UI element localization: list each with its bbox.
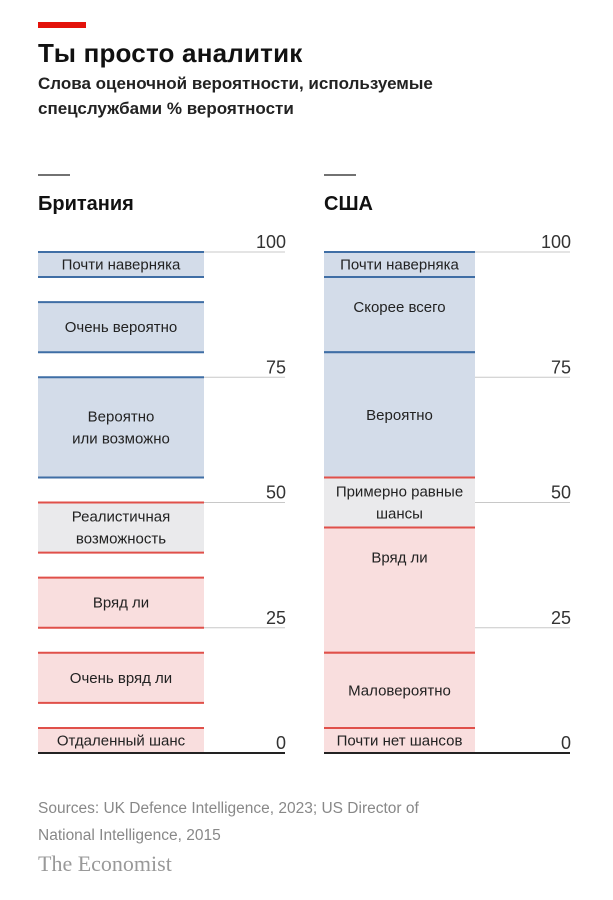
band-uk-2 [38,377,204,477]
band-label-us-3: Примерно равные [335,483,464,501]
band-us-4 [324,528,475,653]
band-label-uk-3: возможность [75,530,167,548]
chart-title: Ты просто аналитик [38,38,303,68]
band-label-uk-2: Вероятно [87,408,155,426]
band-label-uk-1: Очень вероятно [64,319,178,337]
band-label-us-4: Вряд ли [371,549,428,567]
band-label-uk-4: Вряд ли [92,594,150,612]
tick-label-us-0: 0 [560,733,571,753]
brand-logo: The Economist [38,851,172,876]
tick-label-uk-75: 75 [265,357,286,378]
tick-label-us-75: 75 [550,357,571,378]
tick-label-uk-25: 25 [265,607,286,628]
tick-label-us-25: 25 [550,607,571,628]
tick-label-us-50: 50 [550,482,571,503]
band-label-us-2: Вероятно [366,406,433,424]
source-note: Sources: UK Defence Intelligence, 2023; US Director of National Intelligence, 2015 [38,800,419,844]
band-label-us-6: Почти нет шансов [336,732,463,750]
tick-label-us-100: 100 [540,232,571,252]
band-label-uk-3: Реалистичная [71,508,171,526]
chart-subtitle: Слова оценочной вероятности, используемые спецслужбами % вероятности [38,74,433,118]
band-label-uk-2: или возможно [72,430,170,448]
tick-label-uk-50: 50 [265,482,286,503]
band-label-uk-5: Очень вряд ли [69,669,173,687]
band-label-us-0: Почти наверняка [340,256,459,274]
panel-title-us: США [324,193,373,215]
panel-title-uk: Британия [38,193,134,215]
band-label-uk-6: Отдаленный шанс [56,732,186,750]
tick-label-uk-0: 0 [275,733,286,753]
band-label-us-5: Маловероятно [348,682,451,700]
band-label-us-3: шансы [376,505,423,523]
tick-label-uk-100: 100 [255,232,286,252]
band-label-us-1: Скорее всего [353,299,446,317]
band-label-uk-0: Почти наверняка [61,256,181,274]
